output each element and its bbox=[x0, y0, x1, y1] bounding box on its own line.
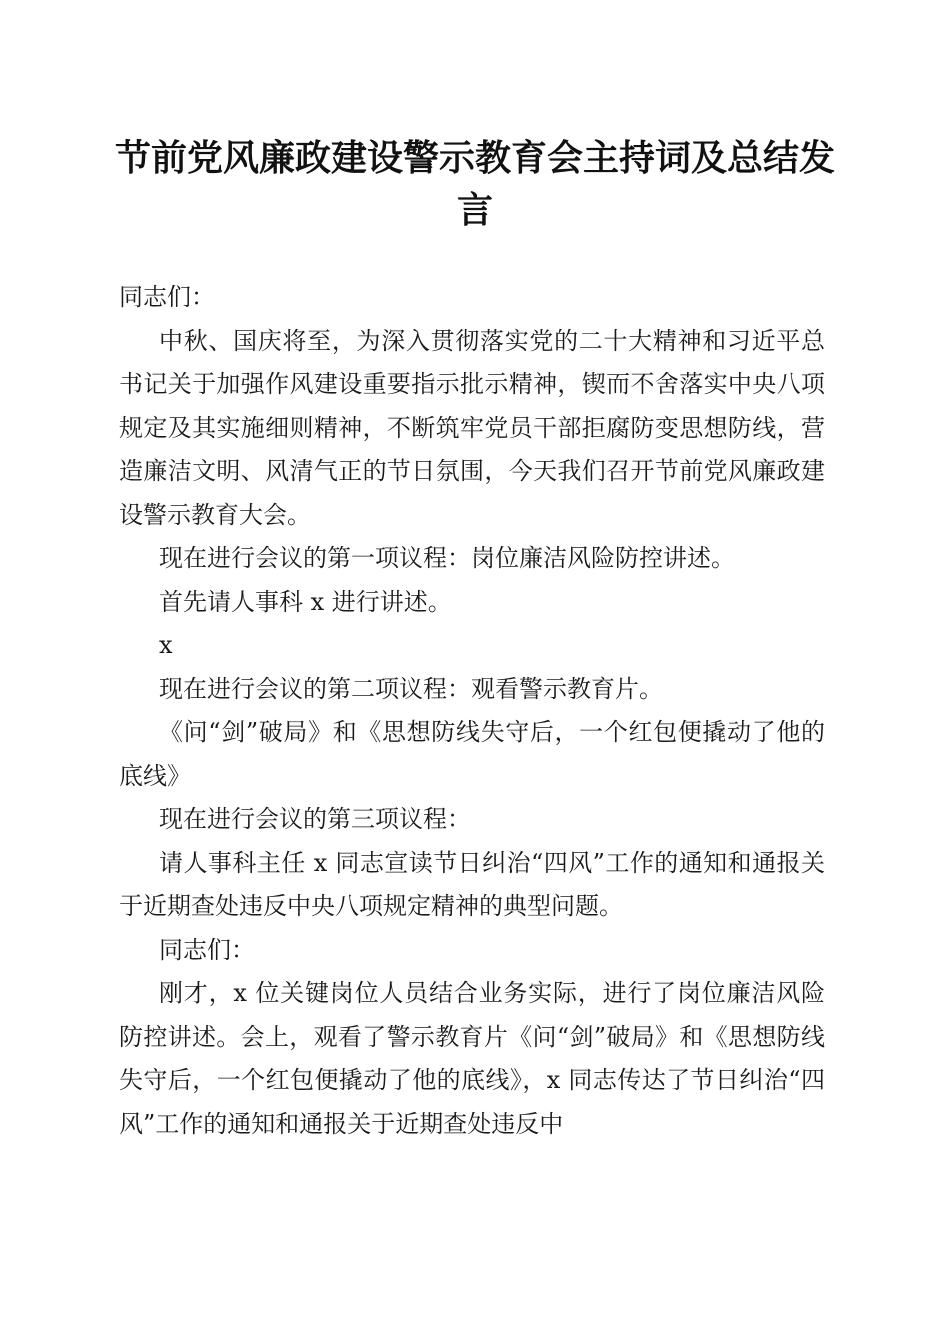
salutation: 同志们： bbox=[119, 283, 215, 311]
paragraph-agenda-3: 现在进行会议的第三项议程： bbox=[159, 805, 471, 833]
paragraph-speaker-1: 首先请人事科 x 进行讲述。 bbox=[159, 587, 452, 616]
paragraph-agenda-2: 现在进行会议的第二项议程：观看警示教育片。 bbox=[159, 674, 663, 703]
paragraph-placeholder: x bbox=[159, 631, 173, 659]
document-body bbox=[119, 276, 825, 1146]
document-title: 节前党风廉政建设警示教育会主持词及总结发言 bbox=[114, 137, 835, 231]
paragraph-summary: 刚才，x 位关键岗位人员结合业务实际，进行了岗位廉洁风险防控讲述。会上，观看了警示教育片《问“剑”破局》和《思想防线失守后，一个红包便撬动了他的底线》，x 同志传达了节日纠治“四风”工作的通知和通报关于近期查处违反中 bbox=[119, 979, 825, 1138]
paragraph-agenda-1: 现在进行会议的第一项议程：岗位廉洁风险防控讲述。 bbox=[159, 544, 735, 572]
paragraph-films: 《问“剑”破局》和《思想防线失守后，一个红包便撬动了他的底线》 bbox=[119, 718, 825, 790]
paragraph-notice: 请人事科主任 x 同志宣读节日纠治“四风”工作的通知和通报关于近期查处违反中央八项规定精神的典型问题。 bbox=[119, 848, 825, 920]
salutation-summary: 同志们： bbox=[159, 935, 255, 964]
paragraph-intro: 中秋、国庆将至，为深入贯彻落实党的二十大精神和习近平总书记关于加强作风建设重要指示批示精神，锲而不舍落实中央八项规定及其实施细则精神，不断筑牢党员干部拒腐防变思想防线，营造廉洁文明、风清气正的节日氛围，今天我们召开节前党风廉政建设警示教育大会。 bbox=[119, 326, 825, 529]
